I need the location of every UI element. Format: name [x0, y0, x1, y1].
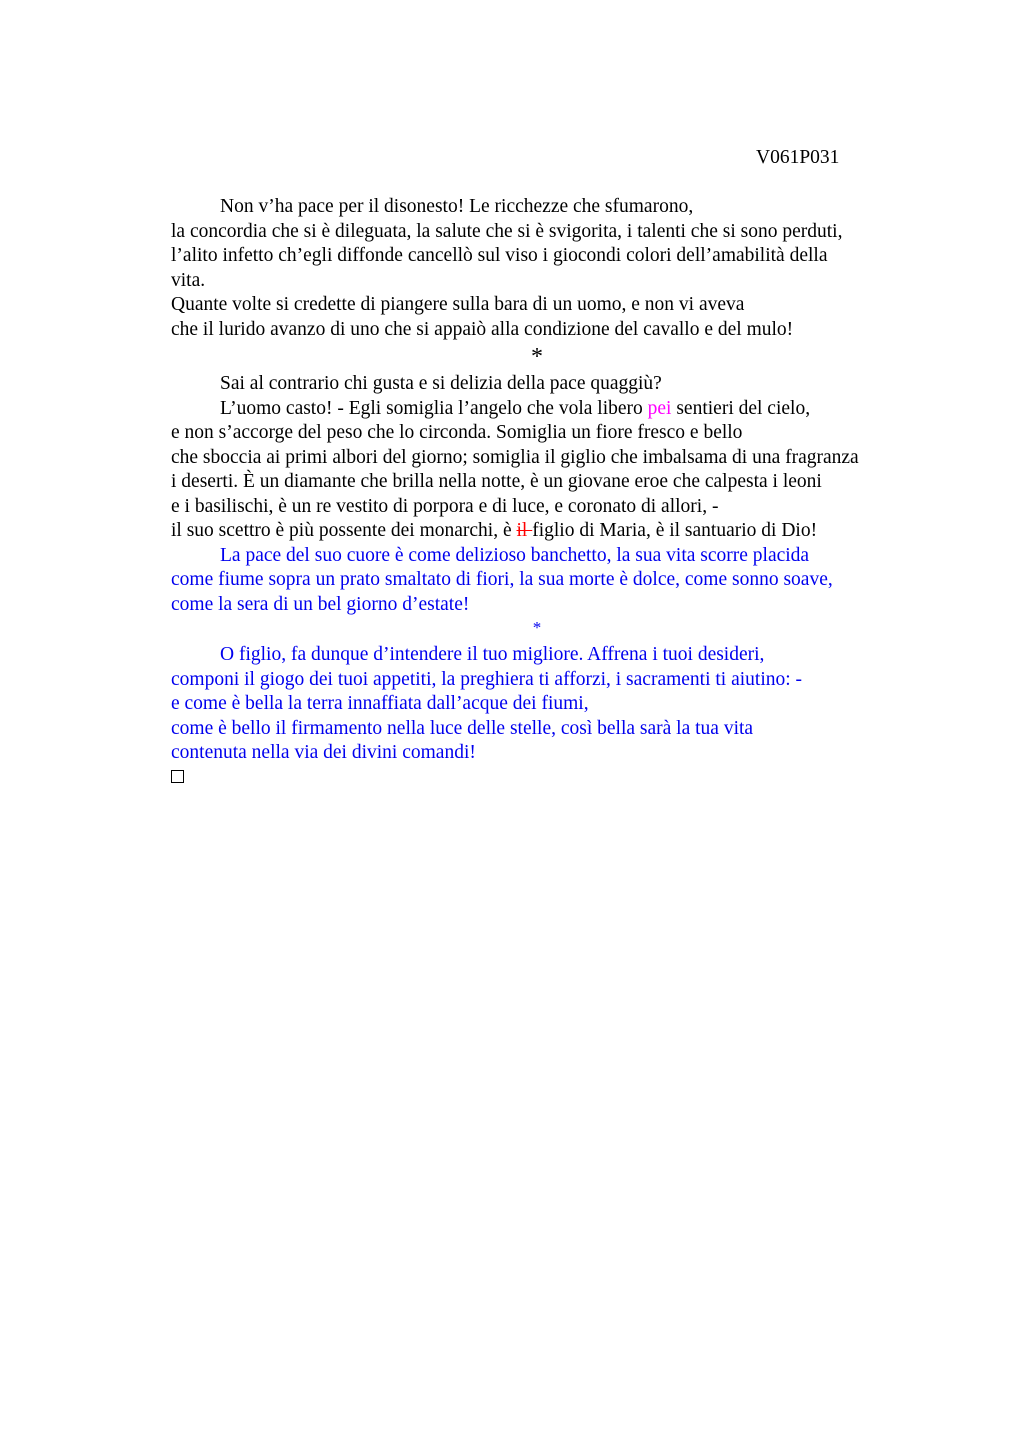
line-text: figlio di Maria, è il santuario di Dio! — [532, 520, 818, 541]
paragraph-4-line: contenuta nella via dei divini comandi! — [171, 742, 476, 763]
paragraph-4-line: e come è bella la terra innaffiata dall’acque dei fiumi, — [171, 693, 589, 714]
paragraph-2-line — [171, 519, 931, 544]
end-of-text-box-icon — [171, 770, 184, 783]
paragraph-2-line: Sai al contrario chi gusta e si delizia della pace quaggiù? — [220, 373, 662, 394]
paragraph-1-line: l’alito infetto ch’egli diffonde cancellò sul viso i giocondi colori dell’amabilità della — [171, 245, 828, 266]
paragraph-3-line: come fiume sopra un prato smaltato di fiori, la sua morte è dolce, come sonno soave, — [171, 569, 833, 590]
paragraph-1-line: vita. — [171, 269, 206, 291]
paragraph-3-line: La pace del suo cuore è come delizioso banchetto, la sua vita scorre placida — [220, 544, 810, 566]
paragraph-2-line: i deserti. È un diamante che brilla nella notte, è un giovane eroe che calpesta i leoni — [171, 471, 822, 492]
paragraph-3-line: come la sera di un bel giorno d’estate! — [171, 593, 470, 615]
line-text: il suo scettro è più possente dei monarchi, è — [171, 520, 517, 541]
paragraph-4-line: O figlio, fa dunque d’intendere il tuo migliore. Affrena i tuoi desideri, — [220, 644, 765, 665]
paragraph-1-line: che il lurido avanzo di uno che si appaiò alla condizione del cavallo e del mulo! — [171, 318, 794, 340]
paragraph-4-line: componi il giogo dei tuoi appetiti, la preghiera ti afforzi, i sacramenti ti aiutino: - — [171, 668, 803, 690]
page-id-label: V061P031 — [756, 147, 840, 168]
paragraph-4-line: come è bello il firmamento nella luce delle stelle, così bella sarà la tua vita — [171, 717, 754, 739]
paragraph-1-line: Non v’ha pace per il disonesto! Le ricchezze che sfumarono, — [220, 196, 694, 217]
paragraph-1-line: Quante volte si credette di piangere sulla bara di un uomo, e non vi aveva — [171, 294, 745, 315]
section-separator: * — [532, 618, 542, 637]
paragraph-1-line: la concordia che si è dileguata, la salute che si è svigorita, i talenti che si sono perduti, — [171, 220, 843, 242]
paragraph-2-line — [171, 397, 931, 422]
paragraph-2-line: che sboccia ai primi albori del giorno; somiglia il giglio che imbalsama di una fragranza — [171, 446, 859, 468]
inserted-word: pei — [647, 397, 672, 419]
document-body — [171, 195, 931, 783]
line-text: L’uomo casto! - Egli somiglia l’angelo che vola libero — [220, 397, 648, 419]
line-text: sentieri del cielo, — [671, 397, 811, 419]
paragraph-2-line: e i basilischi, è un re vestito di porpora e di luce, e coronato di allori, - — [171, 495, 719, 517]
paragraph-2-line: e non s’accorge del peso che lo circonda. Somiglia un fiore fresco e bello — [171, 422, 743, 443]
deleted-word: il — [516, 520, 533, 541]
section-separator: * — [531, 344, 543, 370]
